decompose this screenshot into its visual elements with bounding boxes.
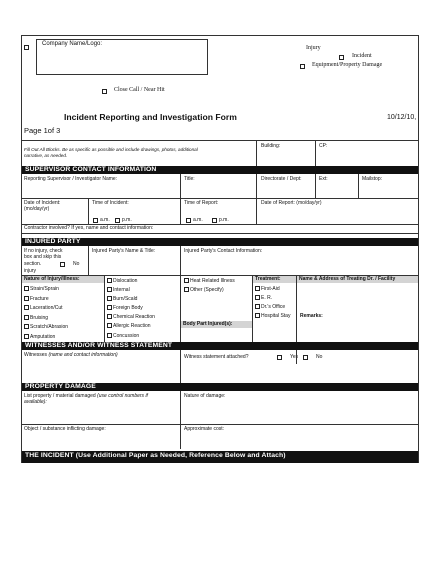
chemical-checkbox[interactable] (107, 314, 112, 319)
directorate-label: Directorate / Dept: (261, 176, 302, 182)
ext-label: Ext: (319, 176, 328, 182)
inj-div-6 (296, 275, 297, 342)
er-label: E. R. (261, 295, 273, 301)
intro-divider-2 (315, 140, 316, 166)
intro-text-1: Fill Out All Blocks. Be as specific as possible and include drawings, photos, additional (24, 147, 198, 152)
mailstop-label: Mailstop: (362, 176, 383, 182)
incident-label: Incident (352, 53, 372, 59)
injury-option-scratch[interactable] (24, 324, 68, 330)
injury-option-other[interactable] (184, 287, 224, 293)
dr-office-checkbox[interactable] (255, 304, 260, 309)
sup-rule-3 (21, 233, 419, 234)
burn-label: Burn/Scald (113, 296, 138, 302)
time-incident-label: Time of Incident: (92, 200, 129, 206)
form-date: 10/12/10, (387, 114, 417, 121)
form-left-border (21, 119, 22, 463)
report-am-label: a.m. (193, 217, 203, 223)
scratch-label: Scratch/Abrasion (30, 324, 69, 330)
incident-pm-label: p.m. (122, 217, 132, 223)
form-right-border (418, 119, 419, 463)
heat-checkbox[interactable] (184, 278, 189, 283)
property-list-available: available): (24, 399, 47, 405)
wit-div-2 (296, 350, 297, 364)
burn-checkbox[interactable] (107, 296, 112, 301)
laceration-label: Laceration/Cut (30, 305, 63, 311)
sup-rule-1 (21, 198, 419, 199)
incident-am-label: a.m. (100, 217, 110, 223)
witnesses-label (24, 352, 118, 358)
treatment-dr-office[interactable] (255, 304, 285, 310)
first-aid-label: First-Aid (261, 286, 280, 292)
equipment-checkbox[interactable] (300, 64, 305, 69)
injury-option-laceration[interactable] (24, 305, 63, 311)
sup-div-4 (358, 174, 359, 198)
no-injury-line-1: If no injury, check (24, 248, 63, 254)
witness-statement-label: Witness statement attached? (184, 354, 249, 360)
witness-yes-checkbox[interactable] (277, 355, 282, 360)
allergic-label: Allergic Reaction (113, 323, 151, 329)
report-pm-label: p.m. (219, 217, 229, 223)
strain-label: Strain/Sprain (30, 286, 59, 292)
foreign-body-checkbox[interactable] (107, 305, 112, 310)
incident-checkbox[interactable] (339, 55, 344, 60)
injured-party-header: INJURED PARTY (21, 238, 419, 246)
report-am-checkbox[interactable] (186, 218, 191, 223)
contractor-label: Contractor involved? If yes, name and contact information: (24, 225, 154, 231)
witness-header: WITNESSES AND/OR WITNESS STATEMENT (21, 342, 419, 350)
injury-option-concussion[interactable] (107, 333, 139, 339)
injury-option-allergic[interactable] (107, 323, 151, 329)
date-report-label: Date of Report: (mo/day/yr) (261, 200, 322, 206)
injured-name-label: Injured Party's Name & Title: (92, 248, 156, 254)
object-label: Object / substance inflicting damage: (24, 426, 106, 432)
treatment-header: Treatment: (253, 276, 296, 283)
inj-div-2 (180, 246, 181, 275)
nature-injury-header: Nature of Injury/Illness: (22, 276, 104, 283)
wit-div-1 (180, 350, 181, 383)
header-top-rule (21, 35, 419, 36)
injury-label: Injury (306, 45, 321, 51)
witness-no-checkbox[interactable] (303, 355, 308, 360)
injured-contact-label: Injured Party's Contact Information: (184, 248, 263, 254)
close-call-label: Close Call / Near Hit (114, 87, 165, 93)
injury-option-chemical[interactable] (107, 314, 155, 320)
property-list-text: List property / material damaged (24, 393, 96, 399)
incident-am-checkbox[interactable] (93, 218, 98, 223)
injury-option-foreign-body[interactable] (107, 305, 143, 311)
injury-option-bruising[interactable] (24, 315, 48, 321)
intro-top-rule (21, 140, 419, 141)
cp-label: CP: (319, 143, 328, 149)
body-part-header: Body Part Injured(s): (181, 321, 252, 328)
injury-option-internal[interactable] (107, 287, 130, 293)
company-checkbox[interactable] (24, 45, 29, 50)
prop-div-1 (180, 391, 181, 449)
bruising-checkbox[interactable] (24, 315, 29, 320)
no-injury-line-3: section. (24, 261, 42, 267)
dislocation-label: Dislocation (113, 278, 138, 284)
sup-div-1 (180, 174, 181, 198)
remarks-label: Remarks: (300, 313, 323, 319)
inj-div-3 (104, 275, 105, 342)
treatment-first-aid[interactable] (255, 286, 280, 292)
allergic-checkbox[interactable] (107, 323, 112, 328)
equipment-label: Equipment/Property Damage (312, 62, 383, 68)
hospital-label: Hospital Stay (261, 313, 291, 319)
amputation-checkbox[interactable] (24, 334, 29, 339)
treatment-hospital[interactable] (255, 313, 290, 319)
date-incident-label: Date of Incident: (24, 200, 61, 206)
fracture-checkbox[interactable] (24, 296, 29, 301)
title-label: Title: (184, 176, 195, 182)
sup-div-7 (256, 198, 257, 224)
property-damage-header: PROPERTY DAMAGE (21, 383, 419, 391)
intro-text-2: narrative, as needed. (24, 153, 68, 158)
fracture-label: Fracture (30, 296, 49, 302)
amputation-label: Amputation (30, 334, 56, 340)
no-injury-line-2: box and skip this (24, 254, 62, 260)
witness-no-label: No (316, 354, 323, 360)
strain-checkbox[interactable] (24, 286, 29, 291)
witness-yes-label: Yes (290, 354, 299, 360)
incident-pm-checkbox[interactable] (115, 218, 120, 223)
concussion-label: Concussion (113, 333, 140, 339)
report-pm-checkbox[interactable] (212, 218, 217, 223)
internal-checkbox[interactable] (107, 287, 112, 292)
page-number: Page 1of 3 (24, 126, 61, 135)
no-injury-checkbox[interactable] (60, 262, 65, 267)
no-injury-line-4: injury (24, 268, 36, 274)
chemical-label: Chemical Reaction (113, 314, 155, 320)
other-label: Other (Specify) (190, 287, 224, 293)
witnesses-text: Witnesses (24, 352, 48, 358)
supervisor-header: SUPERVISOR CONTACT INFORMATION (21, 166, 419, 174)
building-label: Building: (261, 143, 281, 149)
treating-dr-header: Name & Address of Treating Dr. / Facility (297, 276, 418, 283)
date-incident-format: (mo/day/yr) (24, 206, 50, 212)
company-label: Company Name/Logo: (42, 41, 103, 47)
treatment-er[interactable] (255, 295, 272, 301)
no-injury-no: No (73, 261, 80, 267)
concussion-checkbox[interactable] (107, 333, 112, 338)
laceration-checkbox[interactable] (24, 305, 29, 310)
close-call-checkbox[interactable] (102, 89, 107, 94)
injury-option-strain[interactable] (24, 286, 59, 292)
hospital-checkbox[interactable] (255, 313, 260, 318)
injury-option-heat[interactable] (184, 278, 235, 284)
nature-damage-label: Nature of damage: (184, 393, 226, 399)
intro-divider-1 (256, 140, 257, 166)
form-title: Incident Reporting and Investigation Form (64, 112, 237, 122)
sup-div-6 (180, 198, 181, 224)
sup-div-5 (88, 198, 89, 224)
er-checkbox[interactable] (255, 295, 260, 300)
inj-div-1 (88, 246, 89, 275)
incident-header: THE INCIDENT (Use Additional Paper as Needed, Reference Below and Attach) (21, 451, 419, 463)
inj-div-5 (252, 275, 253, 342)
dislocation-checkbox[interactable] (107, 278, 112, 283)
sup-div-2 (256, 174, 257, 198)
sup-div-3 (315, 174, 316, 198)
approx-cost-label: Approximate cost: (184, 426, 225, 432)
inj-div-4 (180, 275, 181, 342)
bruising-label: Bruising (30, 315, 49, 321)
prop-rule-1 (21, 424, 419, 425)
injury-option-amputation[interactable] (24, 334, 55, 340)
time-report-label: Time of Report: (184, 200, 219, 206)
injury-option-dislocation[interactable] (107, 278, 137, 284)
dr-office-label: Dr.'s Office (261, 304, 286, 310)
witnesses-note: (name and contact information) (48, 352, 118, 358)
injury-option-fracture[interactable] (24, 296, 49, 302)
scratch-checkbox[interactable] (24, 324, 29, 329)
property-list-note: (use control numbers if (97, 393, 148, 399)
other-checkbox[interactable] (184, 287, 189, 292)
injury-option-burn[interactable] (107, 296, 137, 302)
reporting-supervisor-label: Reporting Supervisor / Investigator Name: (24, 176, 118, 182)
heat-label: Heat Related Illness (190, 278, 235, 284)
foreign-body-label: Foreign Body (113, 305, 143, 311)
first-aid-checkbox[interactable] (255, 286, 260, 291)
internal-label: Internal (113, 287, 130, 293)
